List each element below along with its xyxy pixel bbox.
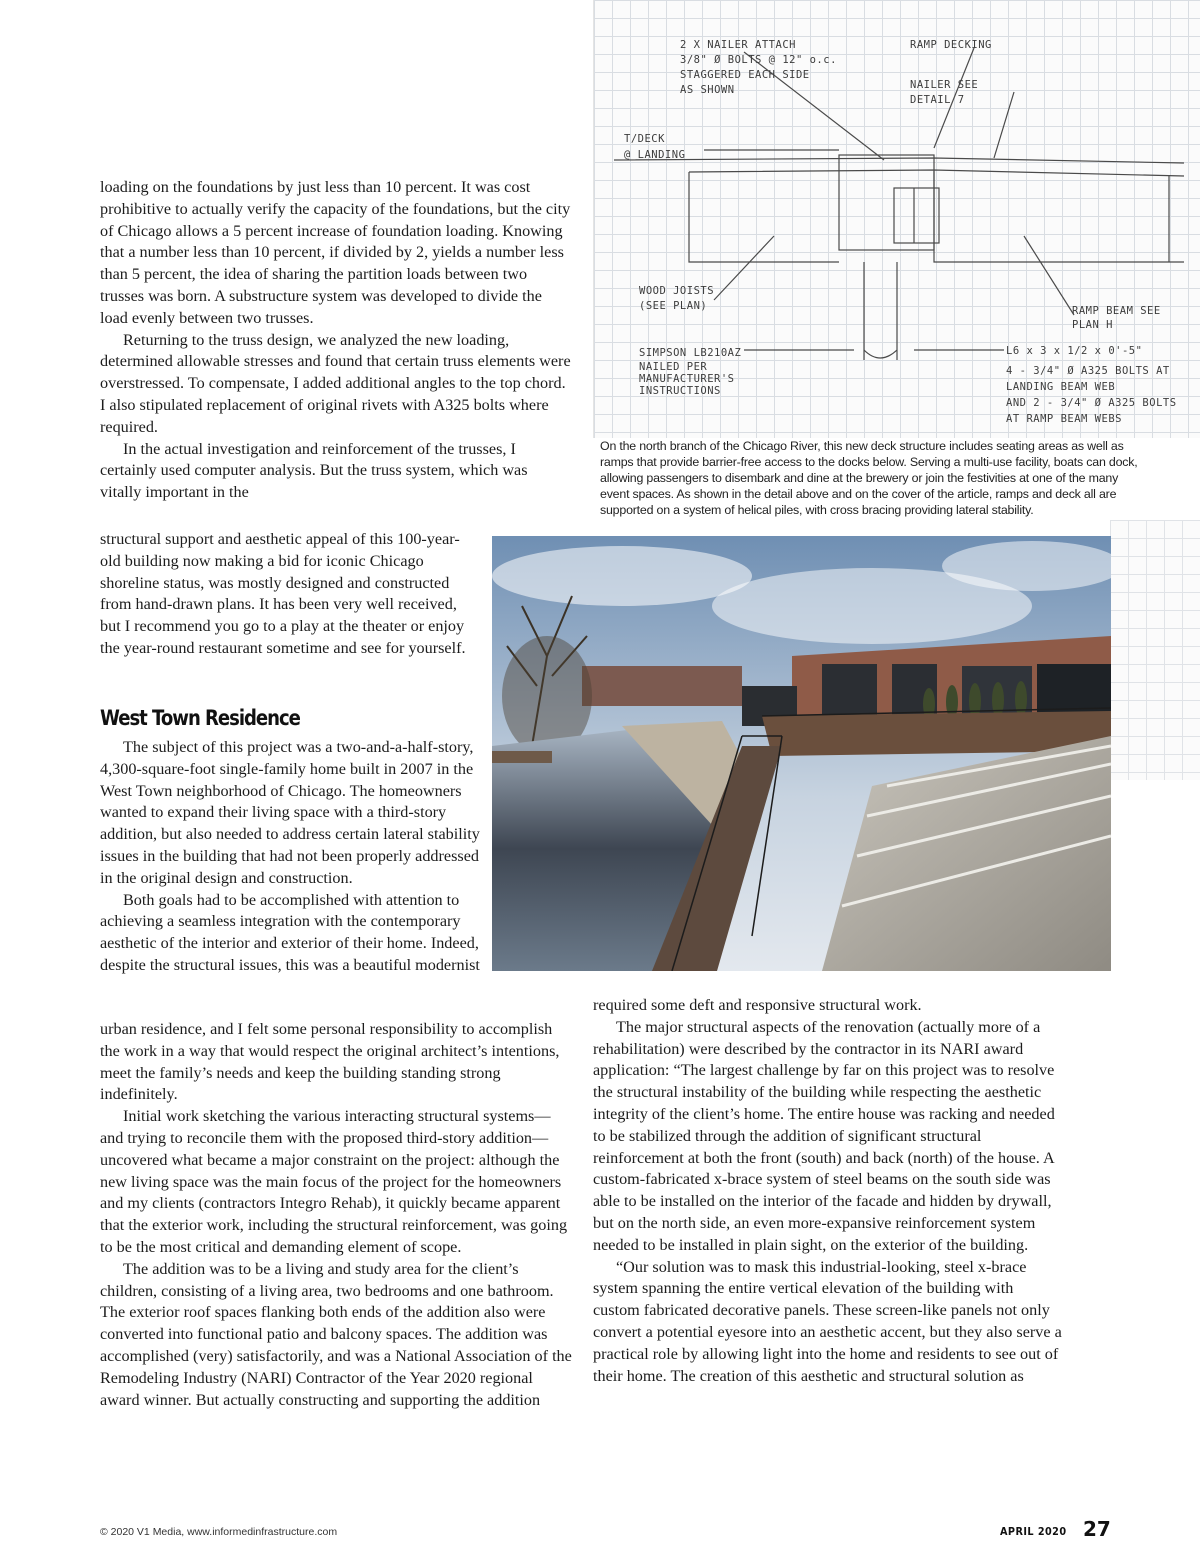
sketch-drawing bbox=[594, 0, 1200, 438]
svg-text:PLAN H: PLAN H bbox=[1072, 319, 1113, 331]
svg-text:RAMP BEAM SEE: RAMP BEAM SEE bbox=[1072, 305, 1161, 317]
paragraph: The major structural aspects of the renovation (actually more of a rehabilitation) were described by the contractor in its NARI award application: “The largest challenge by far on this project was to resolve the structural instability of the building while respecting the aesthetic integrity of the client’s home. The entire house was racking and needed to be stabilized through the addition of significant structural reinforcement at both the front (south) and back (north) of the house. A custom-fabricated x-brace system of steel beams on the south side was able to be installed on the interior of the facade and hidden by drywall, but on the north side, an even more-expansive reinforcement system needed to be installed in plain sight, on the exterior of the building. bbox=[593, 1017, 1055, 1254]
svg-text:4 - 3/4" Ø A325 BOLTS AT: 4 - 3/4" Ø A325 BOLTS AT bbox=[1006, 365, 1170, 377]
page-number: 27 bbox=[1083, 1517, 1111, 1541]
svg-text:@ LANDING: @ LANDING bbox=[624, 149, 686, 161]
article-column-left-wrap bbox=[100, 529, 480, 660]
sketch-text bbox=[624, 39, 1177, 425]
article-column-left-mid bbox=[100, 737, 480, 977]
paragraph: Returning to the truss design, we analyzed the new loading, determined allowable stresses and found that certain truss elements were overstressed. To compensate, I added additional angles to the top chord. I also stipulated replacement of original rivets with A325 bolts where required. bbox=[100, 330, 571, 436]
paragraph: Both goals had to be accomplished with attention to achieving a seamless integration with the contemporary aesthetic of the interior and exterior of their home. Indeed, despite the structural issues, this was a beautiful modernist bbox=[100, 890, 480, 974]
svg-text:DETAIL 7: DETAIL 7 bbox=[910, 94, 965, 106]
section-heading: West Town Residence bbox=[100, 706, 300, 730]
paragraph: The addition was to be a living and study area for the client’s children, consisting of a living area, two bedrooms and one bathroom. The exterior roof spaces flanking both ends of the addition also were converted into functional patio and balcony spaces. The addition was accomplished (very) satisfactorily, and was a National Association of the Remodeling Industry (NARI) Contractor of the Year 2020 regional award winner. But actually constructing and supporting the addition bbox=[100, 1259, 572, 1409]
svg-text:NAILED PER: NAILED PER bbox=[639, 361, 708, 373]
footer-issue-date: APRIL 2020 bbox=[1000, 1525, 1067, 1538]
svg-text:AND 2 - 3/4" Ø A325 BOLTS: AND 2 - 3/4" Ø A325 BOLTS bbox=[1006, 397, 1177, 409]
paragraph: structural support and aesthetic appeal of this 100-year-old building now making a bid for iconic Chicago shoreline status, was mostly designed and constructed from hand-drawn plans. It has been very well received, but I recommend you go to a play at the theater or enjoy the year-round restaurant sometime and see for yourself. bbox=[100, 530, 466, 657]
paragraph: The subject of this project was a two-and-a-half-story, 4,300-square-foot single-family home built in 2007 in the West Town neighborhood of Chicago. The homeowners wanted to expand their living space with a third-story addition, but also needed to address certain lateral stability issues in the building that had not been properly addressed in the original design and construction. bbox=[100, 738, 480, 887]
svg-text:AS SHOWN: AS SHOWN bbox=[680, 84, 735, 96]
paragraph: urban residence, and I felt some personal responsibility to accomplish the work in a way that would respect the original architect’s intentions, meet the family’s needs and keep the building standing strong indefinitely. bbox=[100, 1020, 560, 1104]
article-column-left-top bbox=[100, 177, 572, 504]
svg-text:WOOD JOISTS: WOOD JOISTS bbox=[639, 285, 715, 297]
river-deck-photo bbox=[492, 536, 1111, 971]
paragraph: required some deft and responsive structural work. bbox=[593, 996, 922, 1014]
svg-text:INSTRUCTIONS: INSTRUCTIONS bbox=[639, 385, 721, 397]
svg-text:RAMP DECKING: RAMP DECKING bbox=[910, 39, 992, 51]
footer-copyright: © 2020 V1 Media, www.informedinfrastructure.com bbox=[100, 1526, 338, 1538]
svg-text:SIMPSON LB210AZ: SIMPSON LB210AZ bbox=[639, 347, 742, 359]
sketch-grid-extension bbox=[1110, 520, 1200, 780]
article-column-left-bottom bbox=[100, 1019, 572, 1411]
paragraph: “Our solution was to mask this industrial-looking, steel x-brace system spanning the entire vertical elevation of the building with custom fabricated decorative panels. These screen-like panels not only convert a potential eyesore into an aesthetic accent, but they also serve a practical role by allowing light into the home and residents to see out of their home. The creation of this aesthetic and structural solution as bbox=[593, 1257, 1062, 1385]
svg-text:L6 x 3 x 1/2 x 0'-5": L6 x 3 x 1/2 x 0'-5" bbox=[1006, 345, 1143, 357]
svg-text:NAILER SEE: NAILER SEE bbox=[910, 79, 979, 91]
svg-text:LANDING BEAM WEB: LANDING BEAM WEB bbox=[1006, 381, 1116, 393]
paragraph: loading on the foundations by just less than 10 percent. It was cost prohibitive to actually verify the capacity of the foundations, but the city of Chicago allows a 5 percent increase of foundation loading. Knowing that a number less than 10 percent, if divided by 2, yields a number less than 5 percent, the idea of sharing the partition loads between two trusses was born. A substructure system was developed to divide the load evenly between two trusses. bbox=[100, 178, 571, 327]
paragraph: In the actual investigation and reinforcement of the trusses, I certainly used computer analysis. But the truss system, which was vitally important in the bbox=[100, 439, 528, 502]
svg-text:3/8" Ø BOLTS @ 12" o.c.: 3/8" Ø BOLTS @ 12" o.c. bbox=[680, 54, 837, 66]
svg-text:(SEE PLAN): (SEE PLAN) bbox=[639, 300, 708, 312]
paragraph: Initial work sketching the various interacting structural systems—and trying to reconcile them with the proposed third-story addition—uncovered what became a major constraint on the project: although the new living space was the main focus of the project for the homeowners and my clients (contractors Integro Rehab), it quickly became apparent that the exterior work, including the structural reinforcement, was going to be the most critical and demanding element of scope. bbox=[100, 1107, 568, 1256]
structural-detail-sketch bbox=[593, 0, 1200, 438]
svg-text:STAGGERED EACH SIDE: STAGGERED EACH SIDE bbox=[680, 69, 810, 81]
figure-caption: On the north branch of the Chicago River, this new deck structure includes seating areas as well as ramps that provide barrier-free access to the docks below. Serving a multi-use facility, boats can dock, allowing passengers to disembark and dine at the brewery or join the festivities at one of the many event spaces. As shown in the detail above and on the cover of the article, ramps and deck all are supported on a system of helical piles, with cross bracing providing lateral stability. bbox=[600, 439, 1138, 517]
svg-text:2 X NAILER ATTACH: 2 X NAILER ATTACH bbox=[680, 39, 796, 51]
article-column-right bbox=[593, 995, 1063, 1387]
svg-text:T/DECK: T/DECK bbox=[624, 133, 665, 145]
svg-text:MANUFACTURER'S: MANUFACTURER'S bbox=[639, 373, 735, 385]
svg-text:AT RAMP BEAM WEBS: AT RAMP BEAM WEBS bbox=[1006, 413, 1122, 425]
